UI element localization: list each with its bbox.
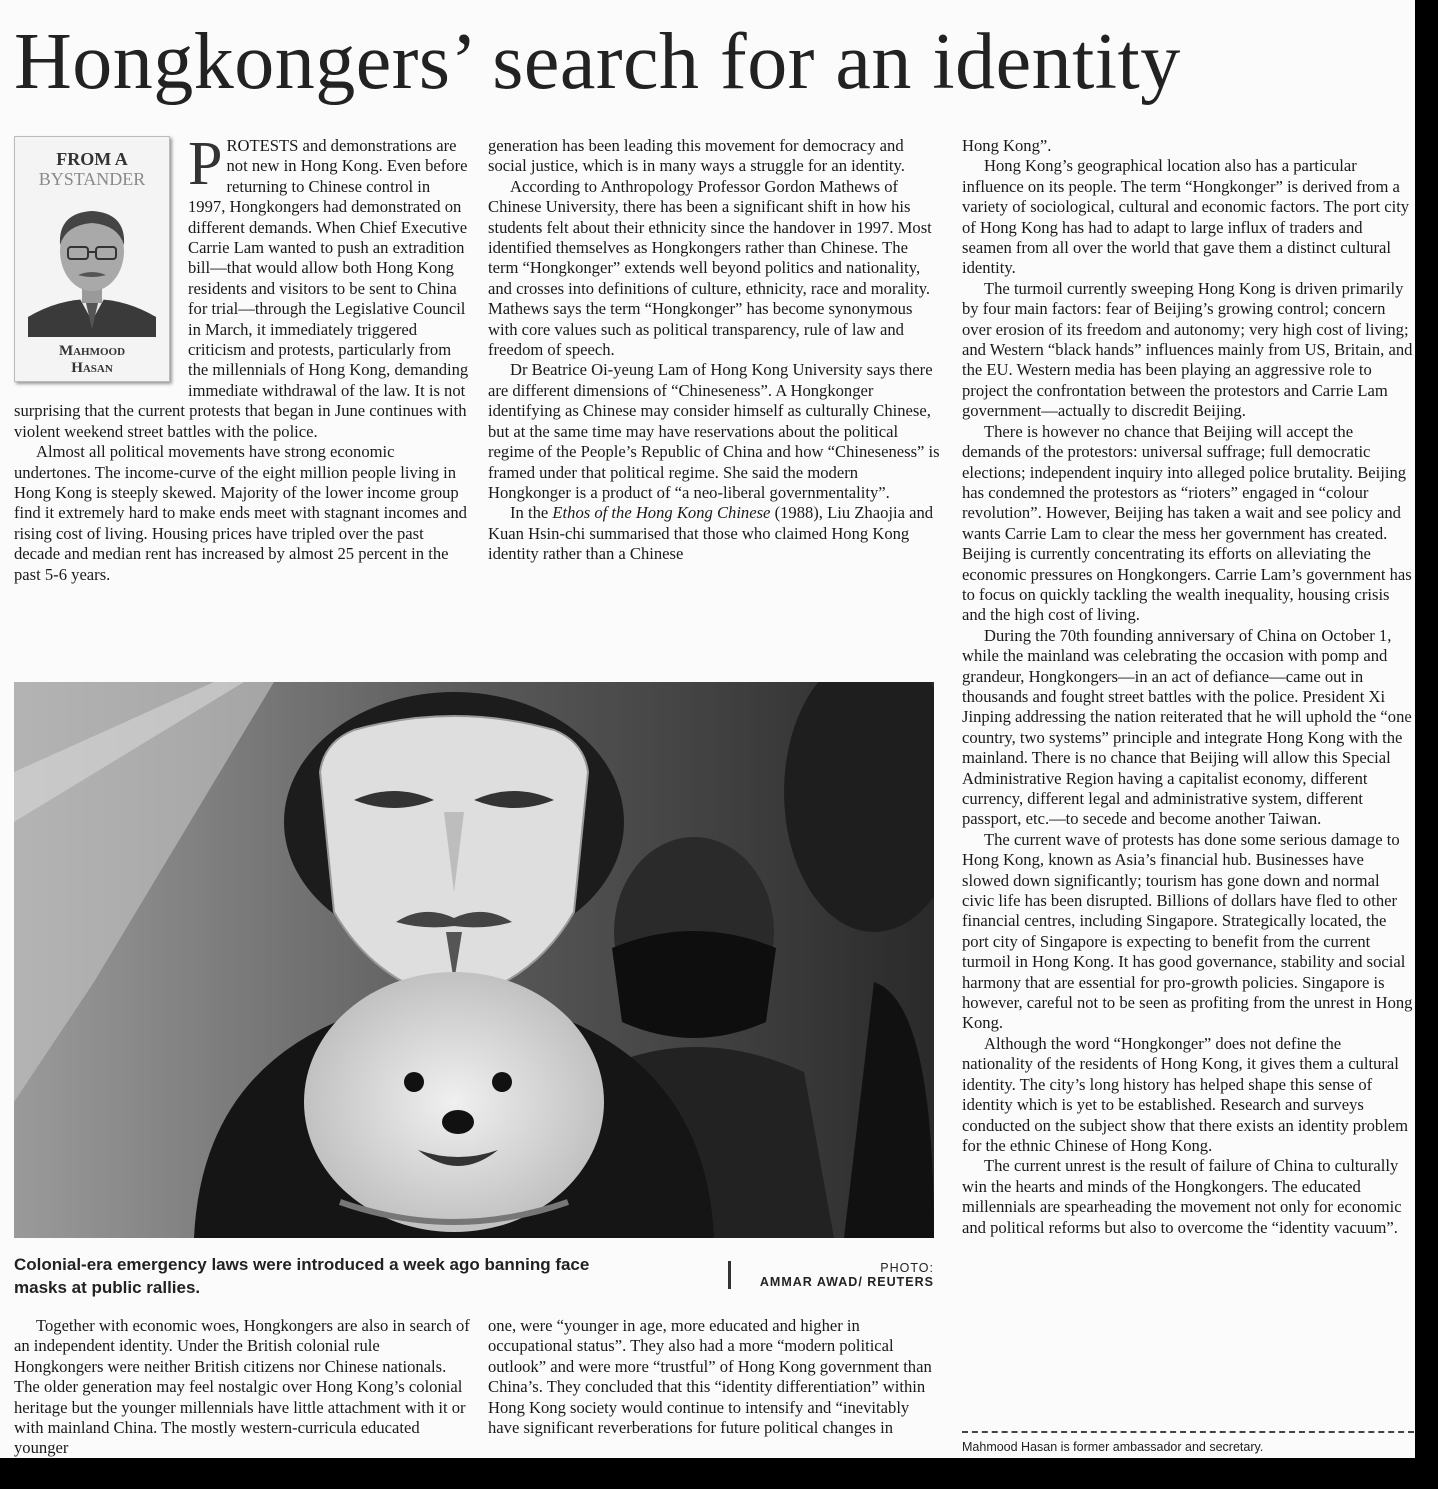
paragraph: Although the word “Hongkonger” does not define the nationality of the residents of Hong Kong, it gives them a cultural identity. The city’s long history has helped shape this sense of identity which is yet to be established. Research and surveys conducted on the subject show that there exists an identity problem for the ethnic Chinese of Hong Kong. [962, 1033, 1409, 1155]
headline: Hongkongers’ search for an identity [14, 18, 1181, 106]
byline-box [14, 136, 170, 382]
paragraph: The current wave of protests has done some serious damage to Hong Kong, known as Asia’s financial hub. Businesses have slowed down significantly; tourism has gone down and normal civic life has been disrupted. Billions of dollars have fled to other financial centres, including Singapore. Strategically located, the port city of Singapore is expecting to benefit from the current turmoil in Hong Kong. It has good governance, stability and social harmony that are essential for pro-growth policies. Singapore is however, careful not to be seen as profiting from the unrest in Hong Kong. [962, 829, 1413, 1033]
paragraph: Hong Kong”. [962, 136, 1052, 155]
paragraph: There is however no chance that Beijing will accept the demands of the protestors: universal suffrage; full democratic elections; independent inquiry into alleged police brutality. Beijing has condemned the protestors as “rioters” engaged in “colour revolution”. However, Beijing has taken a wait and see policy and wants Carrie Lam to clear the mess her government has created. Beijing is currently concentrating its efforts on alleviating the economic pressures on Hongkongers. Carrie Lam’s government has to focus on quickly tackling the wealth inequality, housing crisis and the high cost of living. [962, 421, 1412, 625]
photo-caption: Colonial-era emergency laws were introduced a week ago banning face masks at public rallies. [14, 1255, 590, 1297]
paragraph: Almost all political movements have strong economic undertones. The income-curve of the eight million people living in Hong Kong is steeply skewed. Majority of the lower income group find it extremely hard to make ends meet with stagnant incomes and rising cost of living. Housing prices have tripled over the past decade and median rent has increased by almost 25 percent in the past 5-6 years. [14, 442, 467, 584]
paragraph: Together with economic woes, Hongkongers are also in search of an independent identity. Under the British colonial rule Hongkongers were neither British citizens nor Chinese nationals. The older generation may feel nostalgic over Hong Kong’s colonial heritage but the younger millennials have little attachment with it or with mainland China. The mostly western-curricula educated younger [14, 1316, 470, 1458]
paragraph: According to Anthropology Professor Gordon Mathews of Chinese University, there has been a significant shift in how his students felt about their ethnicity since the handover in 1997. Most identified themselves as Hongkongers rather than Chinese. The term “Hongkonger” extends well beyond politics and nationality, and crosses into definitions of culture, ethnicity, race and morality. Mathews says the term “Hongkonger” has become synonymous with core values such as political transparency, rule of law and freedom of speech. [488, 176, 932, 360]
article-column-2 [488, 136, 942, 565]
footnote-divider [962, 1431, 1414, 1433]
paragraph: In the Ethos of the Hong Kong Chinese (1988), Liu Zhaojia and Kuan Hsin-chi summarised that those who claimed Hong Kong identity rather than a Chinese [488, 503, 934, 564]
paragraph: Dr Beatrice Oi-yeung Lam of Hong Kong University says there are different dimensions of “Chineseness”. A Hongkonger identifying as Chinese may consider himself as culturally Chinese, but at the same time may have reservations about the political regime of the People’s Republic of China and how “Chineseness” is framed under that political regime. She said the modern Hongkonger is a product of “a neo-liberal governmentality”. [488, 360, 940, 502]
article-column-3 [962, 136, 1414, 1238]
paragraph: PROTESTS and demonstrations are not new in Hong Kong. Even before returning to Chinese control in 1997, Hongkongers had demonstrated on different demands. When Chief Executive Carrie Lam wanted to push an extradition bill—that would allow both Hong Kong residents and visitors to be sent to China for trial—through the Legislative Council in March, it immediately triggered criticism and protests, particularly from the millennials of Hong Kong, demanding immediate withdrawal of the law. It is not surprising that the current protests that began in June continues with violent weekend street battles with the police. [14, 130, 469, 441]
paragraph: one, were “younger in age, more educated and higher in occupational status”. They also had a more “modern political outlook” and were more “trustful” of Hong Kong government than China’s. They concluded that this “identity differentiation” within Hong Kong society would continue to intensify and “inevitably have significant reverberations for future political changes in [488, 1316, 932, 1438]
paragraph: During the 70th founding anniversary of China on October 1, while the mainland was celebrating the occasion with pomp and grandeur, Hongkongers—in an act of defiance—came out in thousands and fought street battles with the police. President Xi Jinping addressing the nation reiterated that he will uphold the “one country, two systems” principle and integrate Hong Kong with the mainland. There is no chance that Beijing will allow this Special Administrative Region having a capitalist economy, different currency, different legal and administrative system, different passport, etc.—to secede and become another Taiwan. [962, 625, 1412, 829]
article-column-2-bottom [488, 1316, 942, 1438]
author-name: Mahmood Hasan [58, 343, 126, 376]
photo-credit: PHOTO: AMMAR AWAD/ REUTERS [728, 1261, 934, 1291]
news-photo [14, 682, 934, 1238]
drop-cap: P [188, 130, 223, 198]
author-footnote: Mahmood Hasan is former ambassador and secretary. [962, 1440, 1264, 1454]
paragraph: generation has been leading this movement for democracy and social justice, which is in many ways a struggle for an identity. [488, 136, 905, 176]
paragraph: The current unrest is the result of failure of China to culturally win the hearts and minds of the Hongkongers. The educated millennials are spearheading the movement not only for economic and political reforms but also to overcome the “identity vacuum”. [962, 1156, 1402, 1237]
column-label: FROM A BYSTANDER [38, 149, 146, 189]
article-column-1-bottom [14, 1316, 470, 1458]
book-title: Ethos of the Hong Kong Chinese [552, 503, 771, 523]
author-portrait [28, 199, 156, 337]
paragraph: Hong Kong’s geographical location also has a particular influence on its people. The term “Hongkonger” is derived from a variety of sociological, cultural and economic factors. The port city of Hong Kong has had to adapt to large influx of traders and seamen from all over the world that gave them a distinct cultural identity. [962, 156, 1410, 278]
paragraph: The turmoil currently sweeping Hong Kong is driven primarily by four main factors: fear of Beijing’s growing control; concern over erosion of its freedom and autonomy; very high cost of living; and Western “black hands” influences mainly from US, Britain, and the EU. Western media has been playing an aggressive role to project the confrontation between the protestors and Carrie Lam government—actually to discredit Beijing. [962, 278, 1413, 421]
